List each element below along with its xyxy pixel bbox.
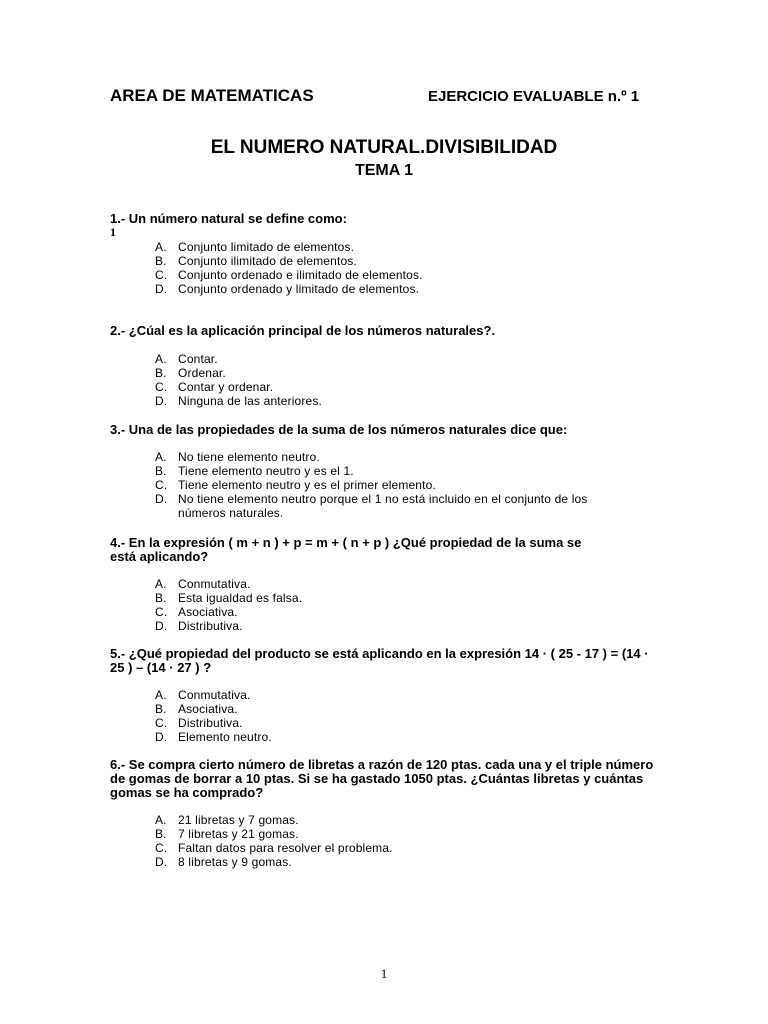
option-letter: C. — [155, 380, 168, 394]
option-text: Conjunto ilimitado de elementos. — [178, 254, 357, 268]
option-text: Distributiva. — [178, 619, 243, 633]
option-text: No tiene elemento neutro. — [178, 450, 320, 464]
option-d — [110, 619, 655, 633]
question-5 — [110, 647, 655, 744]
page-subtitle: TEMA 1 — [354, 162, 414, 179]
option-letter: C. — [155, 716, 168, 730]
option-letter: A. — [155, 813, 167, 827]
option-text: Conmutativa. — [178, 688, 251, 702]
option-c — [110, 841, 655, 855]
option-b — [110, 591, 655, 605]
page-number: 1 — [380, 966, 388, 981]
option-d — [110, 730, 655, 744]
option-text: Distributiva. — [178, 716, 243, 730]
option-letter: B. — [155, 254, 167, 268]
question-marker: 1 — [110, 225, 116, 239]
option-b — [110, 254, 655, 268]
option-text: Conjunto limitado de elementos. — [178, 240, 355, 254]
option-letter: D. — [155, 282, 168, 296]
option-b — [110, 464, 655, 478]
option-letter: C. — [155, 478, 168, 492]
option-text: Conjunto ordenado y limitado de elementos. — [178, 282, 420, 296]
option-a — [110, 352, 655, 366]
option-text: Tiene elemento neutro y es el primer elemento. — [178, 478, 436, 492]
option-text: 7 libretas y 21 gomas. — [178, 827, 299, 841]
option-c — [110, 268, 655, 282]
option-letter: D. — [155, 855, 168, 869]
option-c — [110, 716, 655, 730]
option-text: Conjunto ordenado e ilimitado de elementos. — [178, 268, 423, 282]
option-text: Elemento neutro. — [178, 730, 272, 744]
question-4 — [110, 536, 655, 633]
option-list — [110, 352, 655, 408]
option-text: Conmutativa. — [178, 577, 251, 591]
option-text: Ordenar. — [178, 366, 226, 380]
option-letter: B. — [155, 591, 167, 605]
option-list — [110, 688, 655, 744]
option-c — [110, 605, 655, 619]
option-text: Contar. — [178, 352, 218, 366]
option-letter: A. — [155, 352, 167, 366]
option-a — [110, 240, 655, 254]
question-6 — [110, 758, 655, 869]
option-c — [110, 478, 655, 492]
option-list — [110, 813, 655, 869]
option-list — [110, 240, 655, 296]
option-d — [110, 282, 655, 296]
question-text: 4.- En la expresión ( m + n ) + p = m + ( n + p ) ¿Qué propiedad de la suma se está aplicando? — [110, 535, 582, 564]
option-text: No tiene elemento neutro porque el 1 no está incluido en el conjunto de los números naturales. — [178, 492, 588, 520]
question-text: 5.- ¿Qué propiedad del producto se está aplicando en la expresión 14 · ( 25 - 17 ) = (14 · 25 ) – (14 · 27 ) ? — [110, 646, 649, 675]
option-letter: D. — [155, 394, 168, 408]
header-exercise: EJERCICIO EVALUABLE n.º 1 — [428, 88, 640, 105]
option-text: Asociativa. — [178, 702, 238, 716]
option-letter: D. — [155, 730, 168, 744]
option-letter: C. — [155, 841, 168, 855]
question-text: 2.- ¿Cúal es la aplicación principal de los números naturales?. — [110, 323, 496, 338]
question-3 — [110, 423, 655, 520]
option-letter: B. — [155, 702, 167, 716]
option-text: Esta igualdad es falsa. — [178, 591, 303, 605]
option-d — [110, 855, 655, 869]
option-d — [110, 492, 655, 520]
option-letter: A. — [155, 240, 167, 254]
option-text: 8 libretas y 9 gomas. — [178, 855, 292, 869]
option-a — [110, 813, 655, 827]
option-letter: C. — [155, 605, 168, 619]
question-text: 3.- Una de las propiedades de la suma de los números naturales dice que: — [110, 422, 568, 437]
option-b — [110, 827, 655, 841]
option-a — [110, 688, 655, 702]
option-text: 21 libretas y 7 gomas. — [178, 813, 299, 827]
question-1 — [110, 212, 655, 296]
option-letter: B. — [155, 464, 167, 478]
option-letter: A. — [155, 577, 167, 591]
option-text: Contar y ordenar. — [178, 380, 274, 394]
option-text: Tiene elemento neutro y es el 1. — [178, 464, 354, 478]
option-c — [110, 380, 655, 394]
header-area: AREA DE MATEMATICAS — [110, 86, 314, 105]
option-letter: A. — [155, 688, 167, 702]
option-a — [110, 450, 655, 464]
question-2 — [110, 324, 655, 408]
question-text: 1.- Un número natural se define como: — [110, 211, 347, 226]
option-letter: D. — [155, 492, 168, 506]
option-text: Ninguna de las anteriores. — [178, 394, 322, 408]
option-a — [110, 577, 655, 591]
page-title: EL NUMERO NATURAL.DIVISIBILIDAD — [210, 137, 558, 158]
option-letter: C. — [155, 268, 168, 282]
option-d — [110, 394, 655, 408]
question-text: 6.- Se compra cierto número de libretas a razón de 120 ptas. cada una y el triple número de gomas de borrar a 10 ptas. Si se ha gastado 1050 ptas. ¿Cuántas libretas y cuántas gomas se ha comprado? — [110, 757, 654, 800]
option-text: Asociativa. — [178, 605, 238, 619]
option-letter: B. — [155, 366, 167, 380]
option-letter: A. — [155, 450, 167, 464]
option-text: Faltan datos para resolver el problema. — [178, 841, 393, 855]
option-list — [110, 450, 655, 520]
option-b — [110, 702, 655, 716]
option-b — [110, 366, 655, 380]
option-letter: D. — [155, 619, 168, 633]
option-list — [110, 577, 655, 633]
option-letter: B. — [155, 827, 167, 841]
